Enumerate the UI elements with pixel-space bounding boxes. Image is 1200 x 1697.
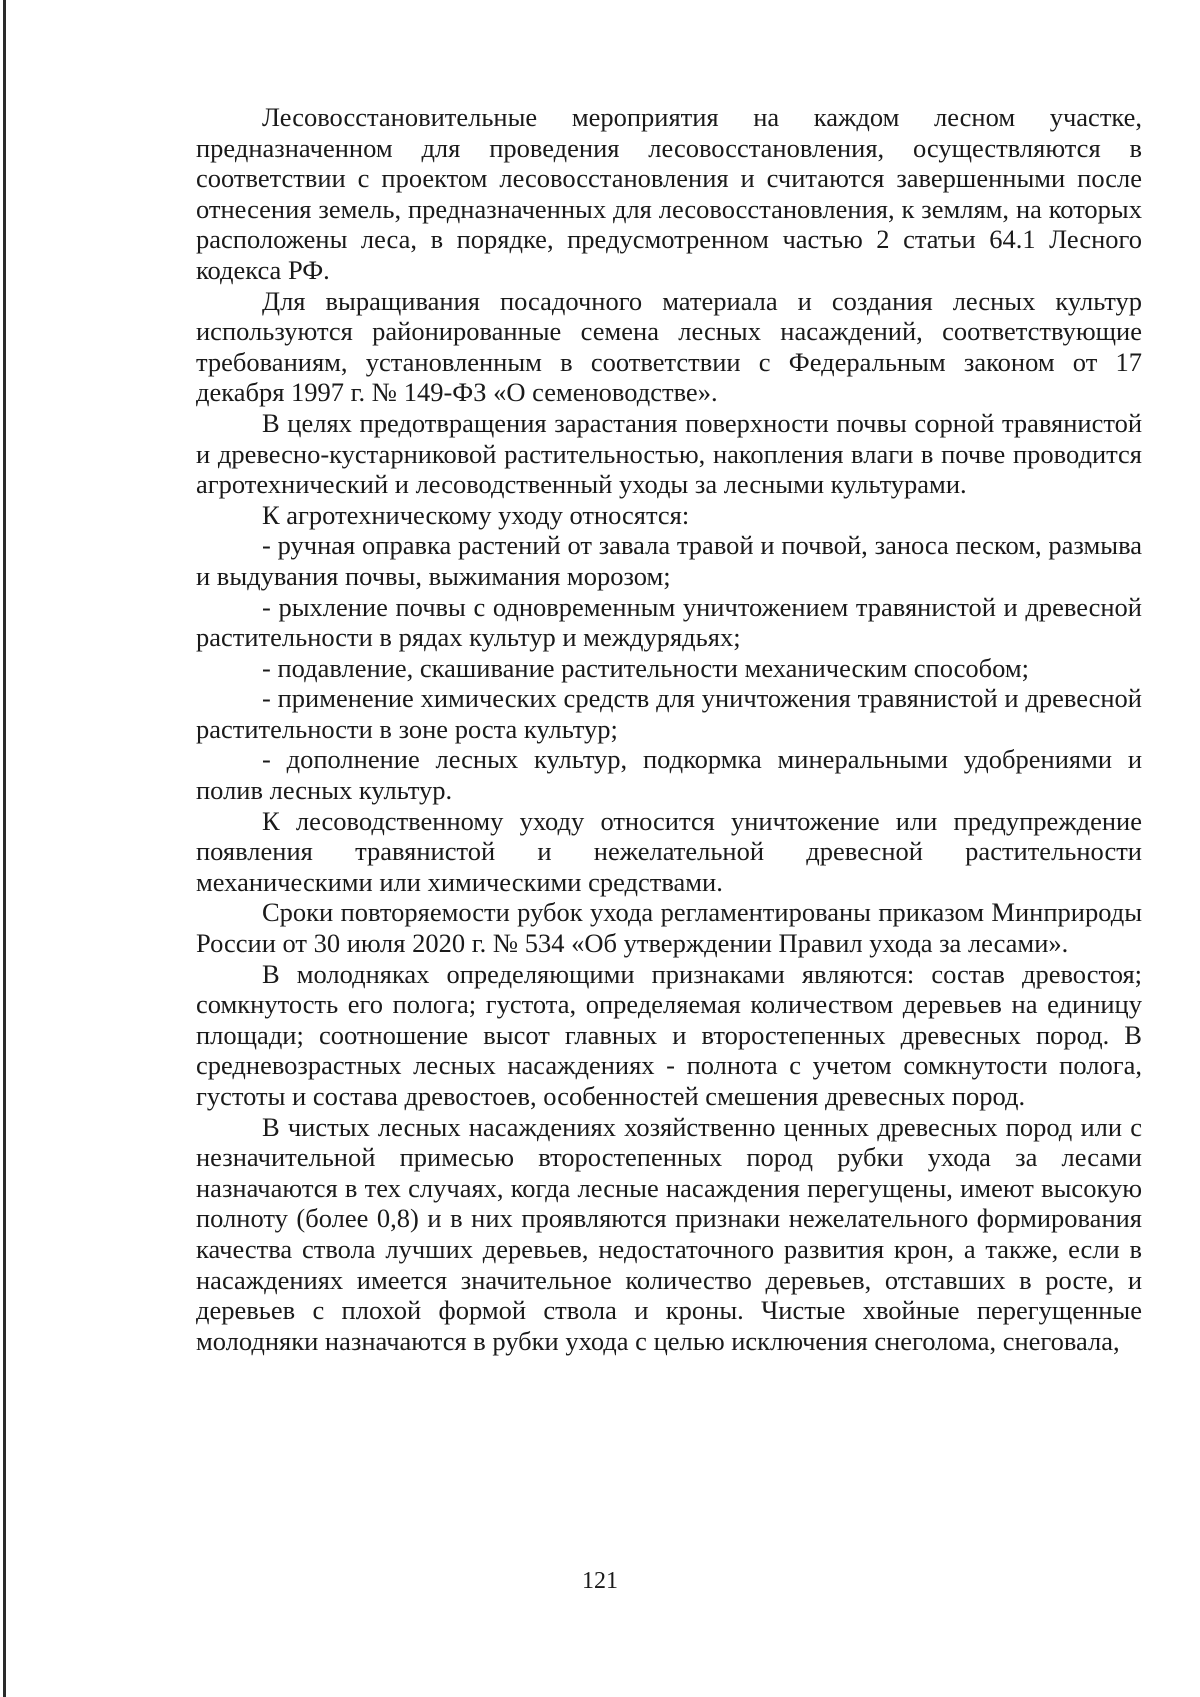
page-number: 121	[582, 1568, 618, 1594]
list-item: - рыхление почвы с одновременным уничтожением травянистой и древесной растительности в рядах культур и междурядьях;	[196, 591, 1142, 653]
paragraph: Для выращивания посадочного материала и создания лесных культур используются районированные семена лесных насаждений, соответствующие требованиям, установленным в соответствии с Федеральным законом от 17 декабря 1997 г. № 149-ФЗ «О семеноводстве».	[196, 285, 1142, 408]
page-edge-line	[3, 0, 6, 1697]
paragraph: К агротехническому уходу относятся:	[262, 499, 690, 530]
paragraph: В чистых лесных насаждениях хозяйственно ценных древесных пород или с незначительной примесью второстепенных пород рубки ухода за лесами назначаются в тех случаях, когда лесные насаждения перегущены, имеют высокую полноту (более 0,8) и в них проявляются признаки нежелательного формирования качества ствола лучших деревьев, недостаточного развития крон, а также, если в насаждениях имеется значительное количество деревьев, отставших в росте, и деревьев с плохой формой ствола и кроны. Чистые хвойные перегущенные молодняки назначаются в рубки ухода с целью исключения снеголома, снеговала,	[196, 1111, 1142, 1356]
page-body	[196, 102, 1142, 1356]
paragraph: В молодняках определяющими признаками являются: состав древостоя; сомкнутость его полога; густота, определяемая количеством деревьев на единицу площади; соотношение высот главных и второстепенных древесных пород. В средневозрастных лесных насаждениях - полнота с учетом сомкнутости полога, густоты и состава древостоев, особенностей смешения древесных пород.	[196, 958, 1142, 1111]
paragraph: В целях предотвращения зарастания поверхности почвы сорной травянистой и древесно-кустарниковой растительностью, накопления влаги в почве проводится агротехнический и лесоводственный уходы за лесными культурами.	[196, 407, 1142, 500]
list-item: - применение химических средств для уничтожения травянистой и древесной растительности в зоне роста культур;	[196, 683, 1142, 744]
list-item: - подавление, скашивание растительности механическим способом;	[262, 652, 1029, 683]
paragraph: К лесоводственному уходу относится уничтожение или предупреждение появления травянистой и нежелательной древесной растительности механическими или химическими средствами.	[196, 805, 1142, 897]
list-item: - ручная оправка растений от завала травой и почвой, заноса песком, размыва и выдувания почвы, выжимания морозом;	[196, 530, 1142, 591]
paragraph: Лесовосстановительные мероприятия на каждом лесном участке, предназначенном для проведения лесовосстановления, осуществляются в соответствии с проектом лесовосстановления и считаются завершенными после отнесения земель, предназначенных для лесовосстановления, к землям, на которых расположены леса, в порядке, предусмотренном частью 2 статьи 64.1 Лесного кодекса РФ.	[196, 102, 1142, 285]
paragraph: Сроки повторяемости рубок ухода регламентированы приказом Минприроды России от 30 июля 2020 г. № 534 «Об утверждении Правил ухода за лесами».	[196, 897, 1142, 959]
list-item: - дополнение лесных культур, подкормка минеральными удобрениями и полив лесных культур.	[196, 744, 1142, 806]
